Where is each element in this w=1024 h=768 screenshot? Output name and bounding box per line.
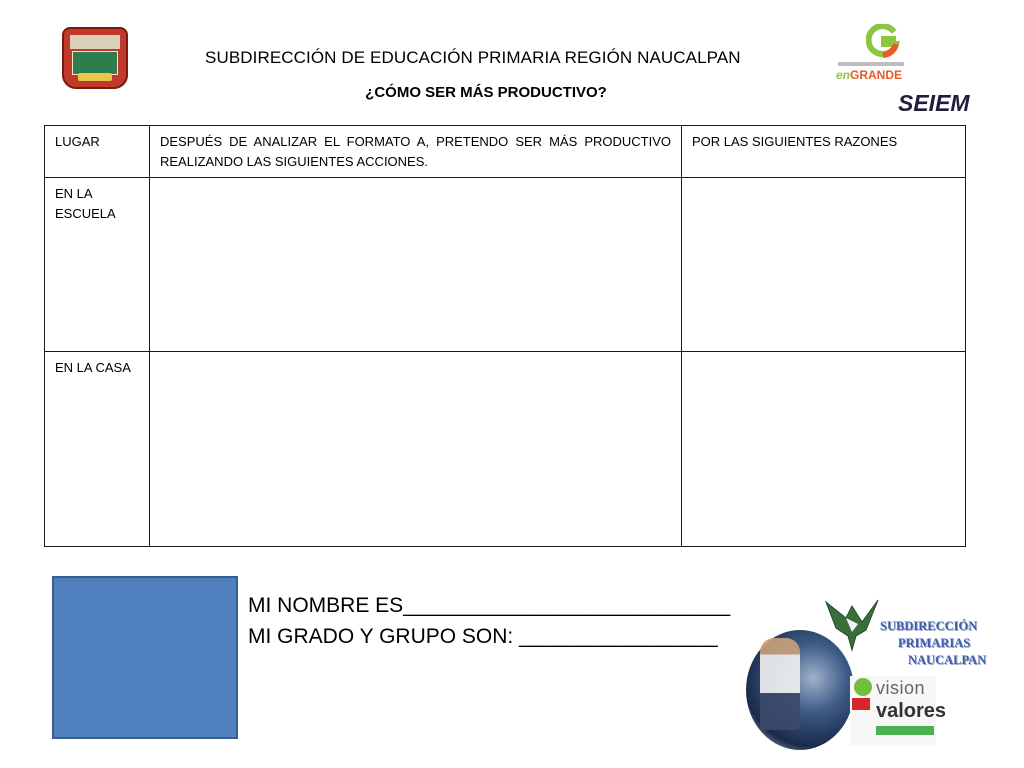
table-row bbox=[45, 178, 966, 352]
name-line[interactable]: MI NOMBRE ES____________________________ bbox=[248, 594, 731, 617]
header-razones: POR LAS SIGUIENTES RAZONES bbox=[682, 126, 966, 178]
footer-logo-collage bbox=[742, 590, 1000, 760]
subdireccion-primarias-logo: SUBDIRECCIÓN PRIMARIAS NAUCALPAN bbox=[880, 619, 987, 667]
state-crest-logo bbox=[62, 27, 128, 89]
photo-placeholder-box bbox=[52, 576, 238, 739]
row-place-escuela: EN LA ESCUELA bbox=[45, 178, 150, 352]
row-reasons-casa[interactable] bbox=[682, 352, 966, 547]
table-row bbox=[45, 352, 966, 547]
productivity-table bbox=[44, 125, 966, 547]
header-lugar: LUGAR bbox=[45, 126, 150, 178]
row-actions-casa[interactable] bbox=[150, 352, 682, 547]
row-actions-escuela[interactable] bbox=[150, 178, 682, 352]
table-header-row bbox=[45, 126, 966, 178]
vision-valores-logo: vision valores bbox=[850, 676, 936, 746]
student-image bbox=[760, 638, 800, 730]
grade-group-line[interactable]: MI GRADO Y GRUPO SON: _________________ bbox=[248, 625, 718, 648]
engrande-logo bbox=[836, 24, 912, 82]
seiem-logo-text: SEIEM bbox=[898, 90, 970, 116]
engrande-wordmark: enGRANDE bbox=[836, 68, 903, 82]
row-place-casa: EN LA CASA bbox=[45, 352, 150, 547]
header-acciones: DESPUÉS DE ANALIZAR EL FORMATO A, PRETENDO SER MÁS PRODUCTIVO REALIZANDO LAS SIGUIENTES ACCIONES. bbox=[150, 126, 682, 178]
page-subtitle: ¿CÓMO SER MÁS PRODUCTIVO? bbox=[365, 84, 607, 101]
bird-icon bbox=[822, 596, 882, 652]
row-reasons-escuela[interactable] bbox=[682, 178, 966, 352]
engrande-g-icon bbox=[866, 24, 900, 58]
header-title: SUBDIRECCIÓN DE EDUCACIÓN PRIMARIA REGIÓN NAUCALPAN bbox=[205, 48, 741, 67]
